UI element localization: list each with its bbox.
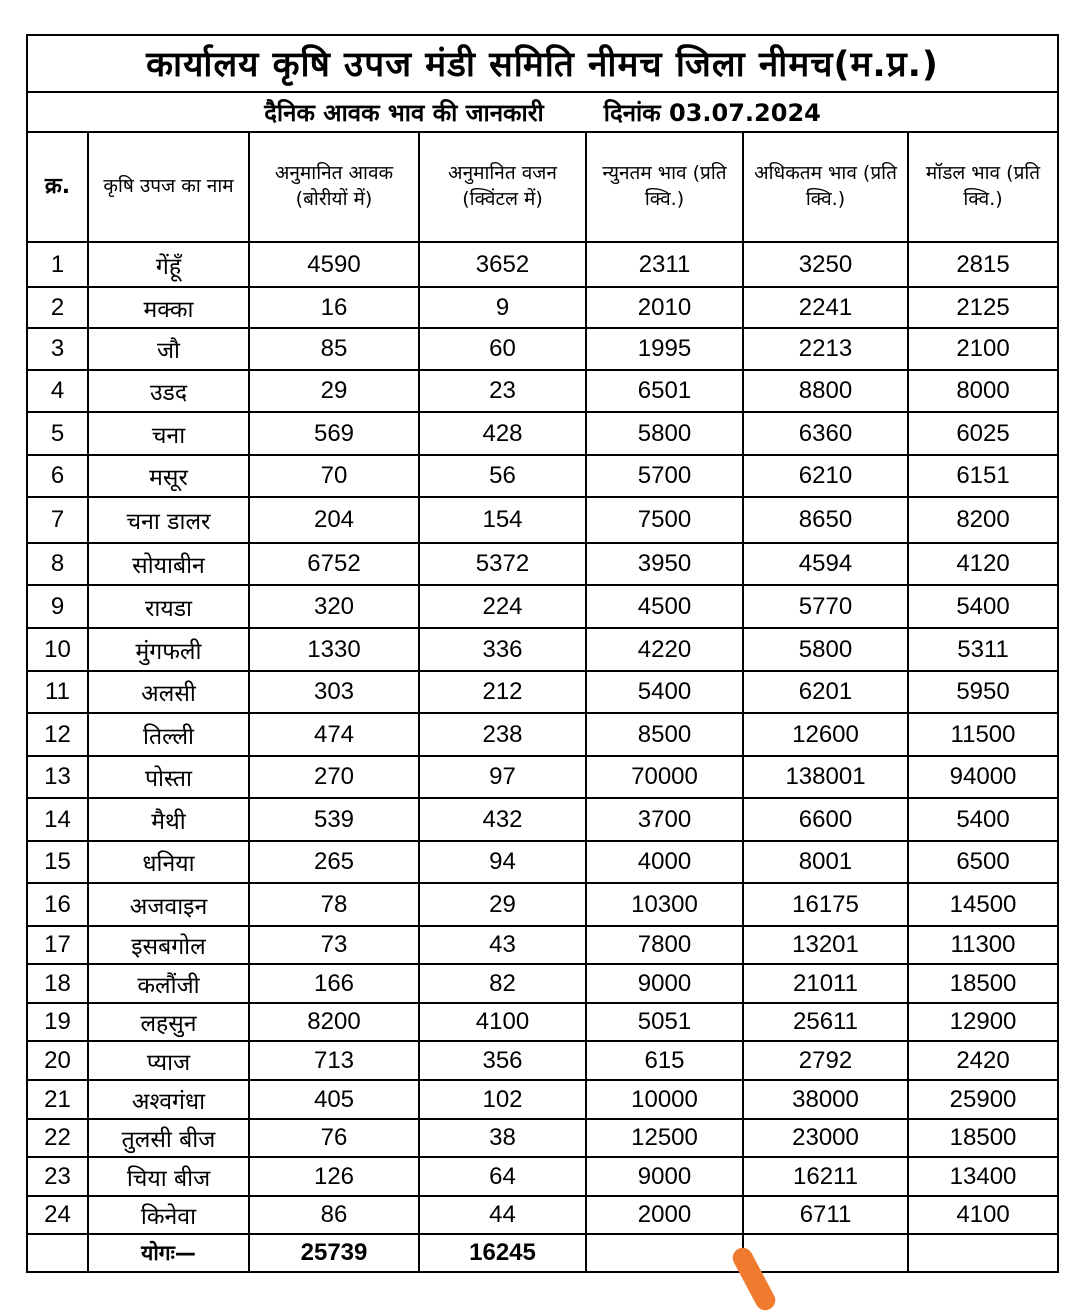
cell-min-price: 12500 <box>586 1119 743 1157</box>
cell-modal-price: 13400 <box>908 1157 1058 1196</box>
cell-arrival: 78 <box>249 883 419 926</box>
cell-produce-name: किनेवा <box>88 1196 249 1234</box>
cell-max-price: 2213 <box>743 328 908 370</box>
table-row <box>27 628 1058 671</box>
cell-arrival: 16 <box>249 287 419 328</box>
cell-modal-price: 5311 <box>908 628 1058 671</box>
total-blank <box>27 1234 88 1272</box>
cell-produce-name: मैथी <box>88 798 249 841</box>
cell-modal-price: 11500 <box>908 713 1058 756</box>
cell-max-price: 16211 <box>743 1157 908 1196</box>
cell-weight: 356 <box>419 1041 586 1080</box>
cell-min-price: 7800 <box>586 926 743 964</box>
cell-modal-price: 6151 <box>908 455 1058 497</box>
cell-max-price: 6711 <box>743 1196 908 1234</box>
cell-max-price: 16175 <box>743 883 908 926</box>
cell-min-price: 2010 <box>586 287 743 328</box>
cell-weight: 97 <box>419 756 586 798</box>
cell-arrival: 204 <box>249 497 419 543</box>
cell-max-price: 13201 <box>743 926 908 964</box>
cell-arrival: 166 <box>249 964 419 1003</box>
cell-serial: 18 <box>27 964 88 1003</box>
cell-serial: 6 <box>27 455 88 497</box>
cell-weight: 428 <box>419 412 586 455</box>
header-row <box>27 132 1058 242</box>
cell-modal-price: 2815 <box>908 242 1058 287</box>
cell-modal-price: 2125 <box>908 287 1058 328</box>
cell-min-price: 4220 <box>586 628 743 671</box>
cell-arrival: 86 <box>249 1196 419 1234</box>
cell-weight: 238 <box>419 713 586 756</box>
cell-arrival: 85 <box>249 328 419 370</box>
cell-max-price: 6600 <box>743 798 908 841</box>
cell-modal-price: 6500 <box>908 841 1058 883</box>
cell-arrival: 126 <box>249 1157 419 1196</box>
cell-min-price: 615 <box>586 1041 743 1080</box>
total-blank <box>586 1234 743 1272</box>
report-date: दिनांक 03.07.2024 <box>603 98 821 127</box>
cell-weight: 154 <box>419 497 586 543</box>
cell-produce-name: अजवाइन <box>88 883 249 926</box>
cell-min-price: 9000 <box>586 964 743 1003</box>
cell-weight: 43 <box>419 926 586 964</box>
total-weight: 16245 <box>419 1234 586 1272</box>
cell-max-price: 6201 <box>743 671 908 713</box>
cell-serial: 2 <box>27 287 88 328</box>
cell-max-price: 21011 <box>743 964 908 1003</box>
cell-serial: 16 <box>27 883 88 926</box>
cell-max-price: 8001 <box>743 841 908 883</box>
cell-arrival: 569 <box>249 412 419 455</box>
cell-min-price: 5051 <box>586 1003 743 1041</box>
price-report <box>26 34 1057 1273</box>
cell-serial: 4 <box>27 370 88 412</box>
cell-modal-price: 94000 <box>908 756 1058 798</box>
cell-serial: 9 <box>27 585 88 628</box>
cell-min-price: 10300 <box>586 883 743 926</box>
cell-produce-name: मसूर <box>88 455 249 497</box>
table-row <box>27 926 1058 964</box>
cell-min-price: 6501 <box>586 370 743 412</box>
cell-min-price: 5400 <box>586 671 743 713</box>
cell-modal-price: 5950 <box>908 671 1058 713</box>
cell-arrival: 29 <box>249 370 419 412</box>
table-row <box>27 1157 1058 1196</box>
cell-serial: 10 <box>27 628 88 671</box>
cell-produce-name: प्याज <box>88 1041 249 1080</box>
table-row <box>27 841 1058 883</box>
table-row <box>27 756 1058 798</box>
cell-max-price: 8650 <box>743 497 908 543</box>
cell-serial: 11 <box>27 671 88 713</box>
cell-max-price: 38000 <box>743 1080 908 1119</box>
cell-modal-price: 2100 <box>908 328 1058 370</box>
table-row <box>27 1003 1058 1041</box>
cell-min-price: 4000 <box>586 841 743 883</box>
cell-produce-name: लहसुन <box>88 1003 249 1041</box>
table-row <box>27 455 1058 497</box>
cell-produce-name: तिल्ली <box>88 713 249 756</box>
price-table <box>26 34 1059 1273</box>
header-serial: क्र. <box>27 132 88 242</box>
cell-produce-name: रायडा <box>88 585 249 628</box>
cell-serial: 24 <box>27 1196 88 1234</box>
cell-min-price: 8500 <box>586 713 743 756</box>
cell-arrival: 474 <box>249 713 419 756</box>
table-row <box>27 1196 1058 1234</box>
cell-max-price: 25611 <box>743 1003 908 1041</box>
total-arrival: 25739 <box>249 1234 419 1272</box>
cell-produce-name: चना डालर <box>88 497 249 543</box>
cell-weight: 4100 <box>419 1003 586 1041</box>
cell-produce-name: पोस्ता <box>88 756 249 798</box>
cell-arrival: 1330 <box>249 628 419 671</box>
table-row <box>27 671 1058 713</box>
cell-produce-name: अलसी <box>88 671 249 713</box>
cell-arrival: 270 <box>249 756 419 798</box>
cell-max-price: 3250 <box>743 242 908 287</box>
total-blank <box>743 1234 908 1272</box>
table-row <box>27 328 1058 370</box>
cell-min-price: 7500 <box>586 497 743 543</box>
cell-serial: 12 <box>27 713 88 756</box>
cell-modal-price: 25900 <box>908 1080 1058 1119</box>
table-row <box>27 964 1058 1003</box>
cell-max-price: 8800 <box>743 370 908 412</box>
cell-weight: 23 <box>419 370 586 412</box>
cell-modal-price: 5400 <box>908 585 1058 628</box>
cell-weight: 29 <box>419 883 586 926</box>
cell-weight: 38 <box>419 1119 586 1157</box>
cell-arrival: 713 <box>249 1041 419 1080</box>
total-blank <box>908 1234 1058 1272</box>
cell-weight: 102 <box>419 1080 586 1119</box>
cell-arrival: 539 <box>249 798 419 841</box>
table-row <box>27 1041 1058 1080</box>
cell-modal-price: 2420 <box>908 1041 1058 1080</box>
table-row <box>27 1119 1058 1157</box>
cell-arrival: 70 <box>249 455 419 497</box>
header-max-price: अधिकतम भाव (प्रति क्वि.) <box>743 132 908 242</box>
cell-max-price: 5770 <box>743 585 908 628</box>
cell-weight: 44 <box>419 1196 586 1234</box>
cell-max-price: 6360 <box>743 412 908 455</box>
cell-produce-name: तुलसी बीज <box>88 1119 249 1157</box>
cell-produce-name: कलौंजी <box>88 964 249 1003</box>
cell-weight: 94 <box>419 841 586 883</box>
cell-weight: 336 <box>419 628 586 671</box>
cell-produce-name: चना <box>88 412 249 455</box>
cell-max-price: 138001 <box>743 756 908 798</box>
cell-max-price: 2241 <box>743 287 908 328</box>
cell-modal-price: 4120 <box>908 543 1058 585</box>
cell-arrival: 303 <box>249 671 419 713</box>
report-subtitle <box>27 92 1058 132</box>
cell-weight: 432 <box>419 798 586 841</box>
header-produce-name: कृषि उपज का नाम <box>88 132 249 242</box>
cell-serial: 19 <box>27 1003 88 1041</box>
cell-weight: 212 <box>419 671 586 713</box>
cell-serial: 1 <box>27 242 88 287</box>
cell-arrival: 6752 <box>249 543 419 585</box>
cell-min-price: 3950 <box>586 543 743 585</box>
cell-modal-price: 18500 <box>908 964 1058 1003</box>
cell-produce-name: इसबगोल <box>88 926 249 964</box>
cell-weight: 9 <box>419 287 586 328</box>
cell-arrival: 8200 <box>249 1003 419 1041</box>
cell-modal-price: 11300 <box>908 926 1058 964</box>
table-row <box>27 287 1058 328</box>
cell-produce-name: उडद <box>88 370 249 412</box>
total-row <box>27 1234 1058 1272</box>
header-arrival: अनुमानित आवक (बोरीयों में) <box>249 132 419 242</box>
cell-weight: 3652 <box>419 242 586 287</box>
cell-serial: 5 <box>27 412 88 455</box>
cell-modal-price: 18500 <box>908 1119 1058 1157</box>
cell-arrival: 320 <box>249 585 419 628</box>
cell-min-price: 2000 <box>586 1196 743 1234</box>
cell-produce-name: चिया बीज <box>88 1157 249 1196</box>
cell-max-price: 23000 <box>743 1119 908 1157</box>
cell-produce-name: धनिया <box>88 841 249 883</box>
cell-modal-price: 14500 <box>908 883 1058 926</box>
table-row <box>27 242 1058 287</box>
cell-modal-price: 5400 <box>908 798 1058 841</box>
cell-modal-price: 4100 <box>908 1196 1058 1234</box>
cell-arrival: 76 <box>249 1119 419 1157</box>
cell-serial: 7 <box>27 497 88 543</box>
cell-weight: 5372 <box>419 543 586 585</box>
table-row <box>27 1080 1058 1119</box>
cell-serial: 3 <box>27 328 88 370</box>
cell-serial: 21 <box>27 1080 88 1119</box>
table-row <box>27 412 1058 455</box>
cell-max-price: 12600 <box>743 713 908 756</box>
cell-arrival: 405 <box>249 1080 419 1119</box>
header-weight: अनुमानित वजन (क्विंटल में) <box>419 132 586 242</box>
cell-serial: 14 <box>27 798 88 841</box>
cell-min-price: 5800 <box>586 412 743 455</box>
cell-produce-name: मक्का <box>88 287 249 328</box>
cell-weight: 56 <box>419 455 586 497</box>
table-row <box>27 497 1058 543</box>
cell-modal-price: 12900 <box>908 1003 1058 1041</box>
cell-min-price: 5700 <box>586 455 743 497</box>
cell-min-price: 4500 <box>586 585 743 628</box>
cell-produce-name: अश्वगंधा <box>88 1080 249 1119</box>
cell-weight: 60 <box>419 328 586 370</box>
table-row <box>27 798 1058 841</box>
cell-serial: 17 <box>27 926 88 964</box>
cell-serial: 23 <box>27 1157 88 1196</box>
table-row <box>27 585 1058 628</box>
cell-min-price: 9000 <box>586 1157 743 1196</box>
header-modal-price: मॉडल भाव (प्रति क्वि.) <box>908 132 1058 242</box>
table-row <box>27 883 1058 926</box>
cell-modal-price: 6025 <box>908 412 1058 455</box>
cell-min-price: 70000 <box>586 756 743 798</box>
cell-produce-name: जौ <box>88 328 249 370</box>
cell-weight: 64 <box>419 1157 586 1196</box>
total-label: योगः— <box>88 1234 249 1272</box>
cell-serial: 15 <box>27 841 88 883</box>
subtitle-label: दैनिक आवक भाव की जानकारी <box>264 98 544 127</box>
cell-modal-price: 8200 <box>908 497 1058 543</box>
cell-produce-name: गेंहूँ <box>88 242 249 287</box>
table-row <box>27 543 1058 585</box>
cell-serial: 13 <box>27 756 88 798</box>
cell-weight: 224 <box>419 585 586 628</box>
cell-min-price: 1995 <box>586 328 743 370</box>
cell-max-price: 4594 <box>743 543 908 585</box>
cell-min-price: 3700 <box>586 798 743 841</box>
cell-max-price: 5800 <box>743 628 908 671</box>
cell-min-price: 2311 <box>586 242 743 287</box>
cell-max-price: 6210 <box>743 455 908 497</box>
cell-serial: 20 <box>27 1041 88 1080</box>
page-title: कार्यालय कृषि उपज मंडी समिति नीमच जिला नीमच(म.प्र.) <box>27 35 1058 92</box>
cell-arrival: 265 <box>249 841 419 883</box>
header-min-price: न्युनतम भाव (प्रति क्वि.) <box>586 132 743 242</box>
cell-max-price: 2792 <box>743 1041 908 1080</box>
cell-serial: 8 <box>27 543 88 585</box>
table-row <box>27 370 1058 412</box>
cell-produce-name: मुंगफली <box>88 628 249 671</box>
cell-min-price: 10000 <box>586 1080 743 1119</box>
cell-weight: 82 <box>419 964 586 1003</box>
cell-arrival: 73 <box>249 926 419 964</box>
table-row <box>27 713 1058 756</box>
cell-produce-name: सोयाबीन <box>88 543 249 585</box>
cell-arrival: 4590 <box>249 242 419 287</box>
cell-serial: 22 <box>27 1119 88 1157</box>
cell-modal-price: 8000 <box>908 370 1058 412</box>
